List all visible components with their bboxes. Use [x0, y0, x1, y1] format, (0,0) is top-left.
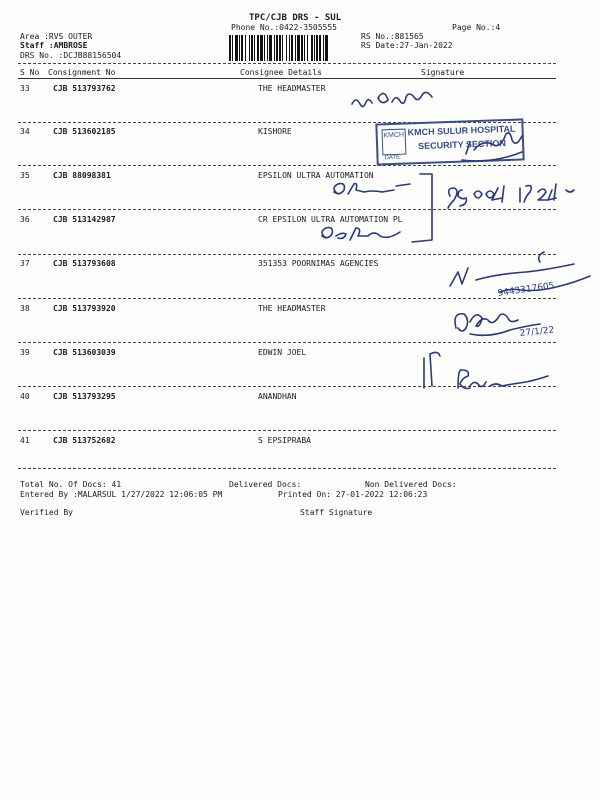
- column-consignment: Consignment No: [48, 68, 116, 77]
- non-delivered-docs: Non Delivered Docs:: [365, 480, 457, 489]
- signature-row-33: [352, 92, 432, 106]
- drs-number: DRS No. :DCJB88156504: [20, 51, 122, 60]
- area-label: Area :RVS OUTER: [20, 32, 93, 41]
- signature-row-35: [334, 184, 394, 194]
- signature-row-34: [462, 133, 522, 161]
- row-consignee: ANANDHAN: [258, 392, 297, 401]
- total-docs: Total No. Of Docs: 41: [20, 480, 122, 489]
- row-consignment: CJB 513752682: [53, 436, 116, 445]
- row-sno: 37: [20, 259, 30, 268]
- row-consignment: CJB 513793920: [53, 304, 116, 313]
- column-sno: S No: [20, 68, 40, 77]
- rs-number: RS No.:881565: [361, 32, 424, 41]
- stamp-line-2: SECURITY SECTION: [417, 138, 507, 152]
- row-consignee: EDWIN JOEL: [258, 348, 307, 357]
- stamp-logo-icon: KMCH: [382, 129, 407, 156]
- row-consignment: CJB 513603039: [53, 348, 116, 357]
- row-sno: 34: [20, 127, 30, 136]
- signature-row-39: [424, 352, 548, 388]
- phone-number: Phone No.:0422-3505555: [231, 23, 337, 32]
- row-consignee: THE HEADMASTER: [258, 84, 326, 93]
- row-consignee: EPSILON ULTRA AUTOMATION: [258, 171, 374, 180]
- row-sno: 36: [20, 215, 30, 224]
- row-consignee: THE HEADMASTER: [258, 304, 326, 313]
- row-sno: 33: [20, 84, 30, 93]
- date-note-text: 27/1/22: [519, 325, 555, 339]
- row-sno: 41: [20, 436, 30, 445]
- stamp-line-1: KMCH SULUR HOSPITAL: [407, 123, 516, 138]
- row-consignment: CJB 513793608: [53, 259, 116, 268]
- signature-box-line: [396, 174, 432, 242]
- verified-by: Verified By: [20, 508, 73, 517]
- signature-row-36: [322, 228, 400, 240]
- row-sno: 39: [20, 348, 30, 357]
- rs-date: RS Date:27-Jan-2022: [361, 41, 453, 50]
- row-consignment: CJB 513793295: [53, 392, 116, 401]
- stamp-line-3: DATE:: [384, 154, 402, 162]
- row-consignment: CJB 513793762: [53, 84, 116, 93]
- row-sno: 40: [20, 392, 30, 401]
- staff-signature: Staff Signature: [300, 508, 373, 517]
- delivered-docs: Delivered Docs:: [229, 480, 302, 489]
- row-consignee: KISHORE: [258, 127, 292, 136]
- phone-note-2-text: 9443317605: [497, 281, 556, 299]
- row-sno: 38: [20, 304, 30, 313]
- page-number: Page No.:4: [452, 23, 501, 32]
- column-consignee: Consignee Details: [240, 68, 322, 77]
- row-consignment: CJB 513602185: [53, 127, 116, 136]
- row-consignment: CJB 88098381: [53, 171, 111, 180]
- document-title: TPC/CJB DRS - SUL: [249, 13, 342, 23]
- entered-by: Entered By :MALARSUL 1/27/2022 12:06:05 PM: [20, 490, 223, 499]
- row-consignee: S EPSIPRABA: [258, 436, 311, 445]
- phone-note-text: [450, 190, 523, 203]
- row-consignee: CR EPSILON ULTRA AUTOMATION PL: [258, 215, 403, 224]
- staff-label: Staff :AMBROSE: [20, 41, 88, 50]
- row-sno: 35: [20, 171, 30, 180]
- column-signature: Signature: [421, 68, 465, 77]
- printed-on: Printed On: 27-01-2022 12:06:23: [278, 490, 428, 499]
- row-consignee: 351353 POORNIMAS AGENCIES: [258, 259, 379, 268]
- row-consignment: CJB 513142987: [53, 215, 116, 224]
